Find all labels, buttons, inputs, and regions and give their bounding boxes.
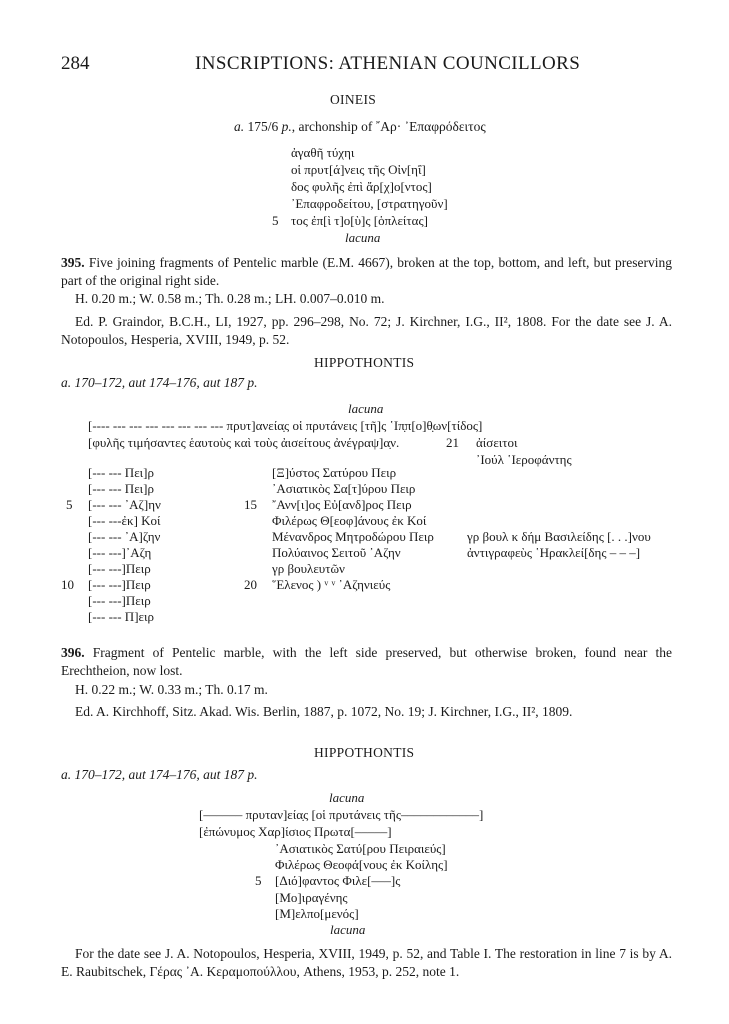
inscription-line: [φυλῆς τιμήσαντες ἑαυτοὺς καὶ τοὺς ἀισείτους ἀνέγραψ]α̣ν. (88, 435, 400, 450)
entry-desc: Fragment of Pentelic marble, with the left side preserved, but otherwise broken, found near the Erechtheion, now lost. (61, 645, 673, 678)
section-heading-hippothontis: HIPPOTHONTIS (314, 355, 415, 370)
inscription-line: ἀγαθῆ τύχηι (291, 145, 355, 160)
entry-number: 395. (61, 255, 85, 270)
line-number: 21 (446, 435, 459, 450)
line-number: 5 (272, 213, 279, 228)
inscription-line: ᾿Ιούλ ῾Ιεροφάντης (476, 452, 572, 467)
entry-395-edition: Ed. P. Graindor, B.C.H., LI, 1927, pp. 296–298, No. 72; J. Kirchner, I.G., II², 1808. For the date see J. A. Notopoulos, Hesperia, XVIII, 1949, p. 52. (61, 314, 672, 347)
page-number: 284 (61, 53, 90, 74)
lacuna-label: lacuna (330, 922, 366, 937)
inscription-line: ᾿Ασιατικὸς Σατύ[ρου Πειραιεύς] (275, 841, 446, 856)
line-number: 10 (61, 577, 74, 592)
inscription-line: Φιλέρως Θ[εοφ]άνους ἐκ Κοί (272, 513, 427, 528)
inscription-line: [--- ---ἐκ] Κοί (88, 513, 161, 528)
inscription-line: [---- --- --- --- --- --- --- --- πρυτ]ανεία̣ς οἱ πρυτάνεις [τῆ]ς ῾Ιπ̣π[ο]θ̣ων[τίδος] (88, 418, 483, 433)
line-number: 5 (66, 497, 73, 512)
inscription-line: [Διό]φαντος Φιλε[–––]ς (275, 873, 401, 888)
footer-note: For the date see J. A. Notopoulos, Hesperia, XVIII, 1949, p. 52, and Table I. The restoration in line 7 is by A. E. Raubitschek, Γέρας ᾿Α. Κεραμοπούλλου, Athens, 1953, p. 252, note 1. (61, 946, 672, 979)
inscription-line: [--- --- ᾿Α]ζην (88, 529, 161, 544)
inscription-line: Φιλέρως Θεοφά[νους ἐκ Κοίλης] (275, 857, 448, 872)
inscription-line: Μένανδρος Μητροδώρου Πειρ (272, 529, 434, 544)
inscription-line: [--- --- ᾿Αζ]ην (88, 497, 161, 512)
date-rest: , archonship of ῎Αρ· ᾿Επαφρόδειτος (291, 119, 486, 134)
inscription-line: [ἐπώνυμος Χαρ]ίσιος Πρωτα[–––––] (199, 824, 392, 839)
inscription-line: [--- ---]Πειρ (88, 593, 151, 608)
entry-number: 396. (61, 645, 85, 660)
inscription-line: ᾿Επαφροδείτου, [στρατηγοῦν] (291, 196, 448, 211)
inscription-line: [--- ---]Πειρ (88, 561, 151, 576)
inscription-line: ἀίσειτοι (476, 435, 518, 450)
entry-395-dimensions: H. 0.20 m.; W. 0.58 m.; Th. 0.28 m.; LH. 0.007–0.010 m. (75, 291, 385, 306)
hippothontis-date: a. 170–172, aut 174–176, aut 187 p. (61, 375, 258, 390)
lacuna-label: lacuna (348, 401, 384, 416)
entry-396-edition: Ed. A. Kirchhoff, Sitz. Akad. Wis. Berlin, 1887, p. 1072, No. 19; J. Kirchner, I.G., II², 1809. (75, 704, 573, 719)
inscription-line: [–––––– πρυταν]εία̣ς [οἱ πρυτάνεις τῆς––––––––––––] (199, 807, 484, 822)
inscription-line: [--- ---]᾿Αζη (88, 545, 152, 560)
inscription-line: [--- --- Πει]ρ (88, 481, 154, 496)
hippothontis-2-date: a. 170–172, aut 174–176, aut 187 p. (61, 767, 258, 782)
inscription-line: γρ βουλευτῶν (272, 561, 345, 576)
date-prefix: a. (234, 119, 245, 134)
inscription-line: ῎Ανν[ι]ος Εὐ[ανδ]ρος Πειρ (272, 497, 412, 512)
inscription-line: [Ξ]ύστος Σατύρου Πειρ (272, 465, 397, 480)
inscription-line: ἀντιγραφεὺς ῾Ηρακλεί[δης – – –] (467, 545, 641, 560)
line-number: 15 (244, 497, 257, 512)
inscription-line: [Μο]ιραγένης (275, 890, 348, 905)
inscription-line: ᾿Ασιατικὸς Σα[τ]ύρου Πειρ (272, 481, 416, 496)
inscription-line: [--- --- Πει]ρ (88, 465, 154, 480)
section-heading-hippothontis-2: HIPPOTHONTIS (314, 745, 415, 760)
entry-396-dimensions: H. 0.22 m.; W. 0.33 m.; Th. 0.17 m. (75, 682, 268, 697)
inscription-line: γρ βουλ κ δήμ Βασιλείδης [. . .]νου (467, 529, 651, 544)
date-text: 175/6 (247, 119, 279, 134)
inscription-line: δος φυλῆς ἐπὶ ἄρ[χ]ο[ντος] (291, 179, 432, 194)
inscription-line: ῞Ελενος ) ᵛ ᵛ ᾿Αζηνιεύς (272, 577, 391, 592)
entry-desc: Five joining fragments of Pentelic marble (E.M. 4667), broken at the top, bottom, and left, but preserving part of the original right side. (61, 255, 673, 288)
inscription-line: [--- ---]Πειρ (88, 577, 151, 592)
inscription-line: [Μ]ελπο[μενός] (275, 906, 359, 921)
section-heading-oineis: OINEIS (330, 92, 377, 107)
line-number: 5 (255, 873, 262, 888)
lacuna-label: lacuna (329, 790, 365, 805)
inscription-line: τος ἐπ[ὶ τ]ο[ὺ]ς [ὁπλείτας] (291, 213, 428, 228)
inscription-line: οἱ πρυτ[ά]νεις τῆς Οἰν[ηΐ] (291, 162, 426, 177)
inscription-line: [--- --- Π]ειρ (88, 609, 154, 624)
oineis-date (234, 119, 486, 135)
date-p: p. (281, 119, 292, 134)
running-head: INSCRIPTIONS: ATHENIAN COUNCILLORS (195, 53, 581, 74)
entry-396-description (61, 644, 672, 680)
line-number: 20 (244, 577, 257, 592)
lacuna-label: lacuna (345, 230, 381, 245)
entry-395-description (61, 254, 672, 290)
inscription-line: Πολύαινος Σειτοῦ ᾿Αζην (272, 545, 401, 560)
